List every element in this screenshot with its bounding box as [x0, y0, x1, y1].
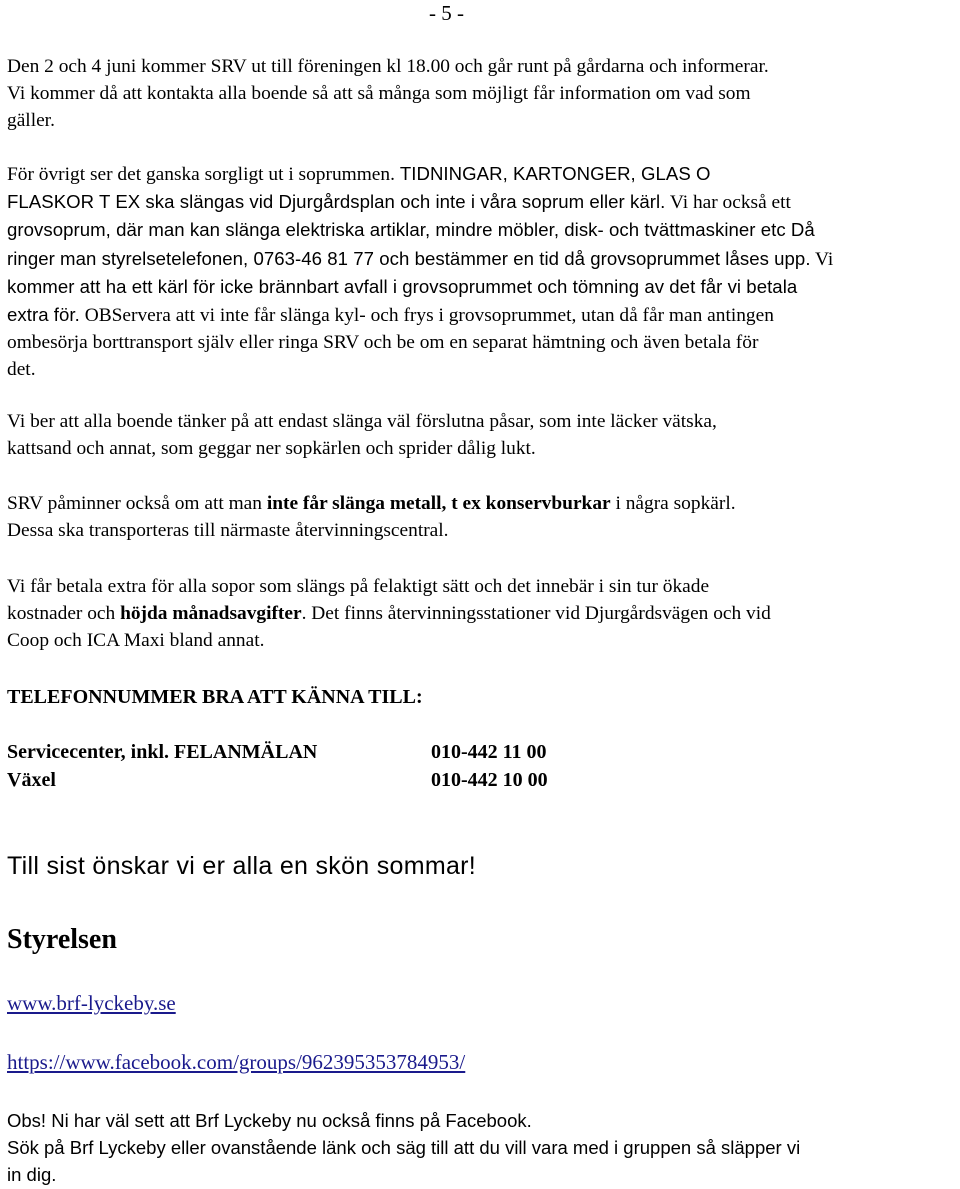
text-line: gäller.	[7, 110, 55, 132]
text-line: i några sopkärl.	[610, 493, 736, 514]
text-line: TIDNINGAR, KARTONGER, GLAS O	[394, 163, 711, 184]
closing-section	[7, 850, 959, 882]
obs-section	[7, 1107, 959, 1188]
text-line: Obs! Ni har väl sett att Brf Lyckeby nu också finns på Facebook.	[7, 1110, 532, 1131]
phone-row	[7, 738, 548, 766]
text-line: Den 2 och 4 juni kommer SRV ut till föreningen kl 18.00 och går runt på gårdarna och informerar.	[7, 56, 769, 77]
phone-section	[7, 683, 959, 711]
paragraph-srv-visit	[7, 53, 959, 135]
emphasis-text: höjda månadsavgifter	[120, 603, 302, 625]
text-line: kattsand och annat, som geggar ner sopkärlen och sprider dålig lukt.	[7, 438, 536, 460]
text-line: Dessa ska transporteras till närmaste återvinningscentral.	[7, 520, 449, 542]
text-line: Vi	[810, 248, 834, 270]
text-line: FLASKOR T EX ska slängas vid Djurgårdsplan och inte i våra soprum eller kärl.	[7, 191, 666, 213]
text-line: Vi får betala extra för alla sopor som slängs på felaktigt sätt och det innebär i sin tur ökade	[7, 576, 710, 597]
text-line: OBServera att vi inte får slänga kyl- och frys i grovsoprummet, utan då får man antingen	[79, 305, 774, 327]
paragraph-bags	[7, 408, 959, 462]
text-line: . Det finns återvinningsstationer vid Djurgårdsvägen och vid	[301, 603, 771, 625]
closing-text: Till sist önskar vi er alla en skön sommar!	[7, 852, 477, 880]
website-link[interactable]: www.brf-lyckeby.se	[7, 991, 176, 1015]
text-line: ombesörja borttransport själv eller ringa SRV och be om en separat hämtning och även betala för	[7, 332, 759, 354]
phone-label: Servicecenter, inkl. FELANMÄLAN	[7, 740, 318, 763]
page-number: - 5 -	[429, 1, 464, 25]
phone-list	[7, 738, 959, 794]
text-line: Vi ber att alla boende tänker på att endast slänga väl förslutna påsar, som inte läcker vätska,	[7, 411, 717, 432]
facebook-link[interactable]: https://www.facebook.com/groups/962395353784953/	[7, 1050, 466, 1074]
text-line: extra för.	[7, 304, 80, 326]
text-line: ringer man styrelsetelefonen, 0763-46 81 77 och bestämmer en tid då grovsoprummet låses upp.	[7, 247, 811, 269]
text-line: Sök på Brf Lyckeby eller ovanstående länk och säg till att du vill vara med i gruppen så släpper vi	[7, 1137, 801, 1158]
text-line: För övrigt ser det ganska sorgligt ut i soprummen.	[7, 164, 395, 185]
text-line: kostnader och	[7, 603, 121, 625]
phone-label: Växel	[7, 768, 56, 791]
paragraph-costs	[7, 573, 959, 655]
phone-row	[7, 766, 548, 794]
signature: Styrelsen	[7, 924, 117, 955]
text-line: Coop och ICA Maxi bland annat.	[7, 630, 265, 652]
text-line: kommer att ha ett kärl för icke brännbart avfall i grovsoprummet och tömning av det får vi betala	[7, 275, 798, 297]
phone-heading: TELEFONNUMMER BRA ATT KÄNNA TILL:	[7, 686, 423, 708]
phone-number: 010-442 11 00	[431, 740, 547, 763]
text-line: in dig.	[7, 1164, 57, 1185]
paragraph-soprum	[7, 160, 959, 384]
text-line: Vi kommer då att kontakta alla boende så att så många som möjligt får information om vad som	[7, 83, 751, 105]
emphasis-text: inte får slänga metall, t ex konservburkar	[266, 493, 611, 514]
text-line: grovsoprum, där man kan slänga elektriska artiklar, mindre möbler, disk- och tvättmaskiner etc Då	[7, 219, 815, 241]
paragraph-metal	[7, 490, 959, 544]
facebook-section	[7, 1048, 959, 1076]
text-line: det.	[7, 359, 36, 381]
text-line: SRV påminner också om att man	[7, 493, 267, 514]
phone-table	[7, 738, 548, 794]
signature-section	[7, 923, 959, 957]
text-line: Vi har också ett	[665, 192, 791, 214]
phone-number: 010-442 10 00	[431, 768, 548, 791]
website-section	[7, 989, 959, 1017]
